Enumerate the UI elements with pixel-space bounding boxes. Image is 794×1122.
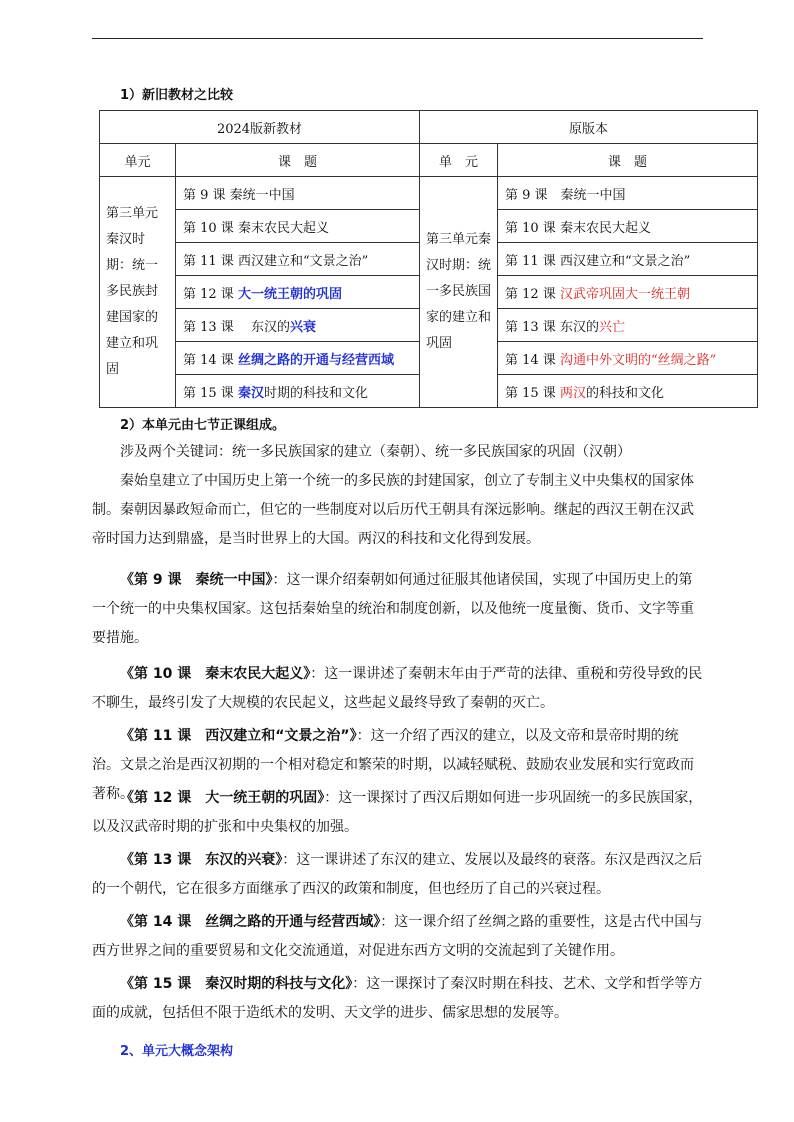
new-lesson-cell: 第 9 课 秦统一中国 xyxy=(176,177,420,210)
lesson-paragraph: 《第 14 课 丝绸之路的开通与经营西域》：这一课介绍了丝绸之路的重要性，这是古代中国与西方世界之间的重要贸易和文化交流通道，对促进东西方文明的交流起到了关键作用。 xyxy=(92,914,703,959)
old-lesson-cell: 第 13 课 东汉的兴亡 xyxy=(498,309,758,342)
new-lesson-cell: 第 12 课 大一统王朝的巩固 xyxy=(176,276,420,309)
new-lesson-cell: 第 10 课 秦末农民大起义 xyxy=(176,210,420,243)
old-unit-cell: 第三单元秦汉时期：统一多民族国家的建立和巩固 xyxy=(420,177,498,408)
old-topic-column-header: 课 题 xyxy=(498,144,758,177)
old-lesson-cell: 第 15 课 两汉的科技和文化 xyxy=(498,375,758,408)
new-lesson-cell: 第 11 课 西汉建立和“文景之治” xyxy=(176,243,420,276)
old-lesson-cell: 第 14 课 沟通中外文明的“丝绸之路” xyxy=(498,342,758,375)
old-lesson-cell: 第 11 课 西汉建立和“文景之治” xyxy=(498,243,758,276)
section-title-lessons: 2）本单元由七节正课组成。 xyxy=(120,418,286,433)
old-edition-header: 原版本 xyxy=(420,111,758,144)
old-unit-column-header: 单 元 xyxy=(420,144,498,177)
lesson-paragraph: 《第 9 课 秦统一中国》：这一课介绍秦朝如何通过征服其他诸侯国，实现了中国历史上的第一个统一的中央集权国家。这包括秦始皇的统治和制度创新，以及他统一度量衡、货币、文字等重要措施。 xyxy=(92,572,694,646)
lesson-paragraph: 《第 12 课 大一统王朝的巩固》：这一课探讨了西汉后期如何进一步巩固统一的多民族国家，以及汉武帝时期的扩张和中央集权的加强。 xyxy=(92,790,703,835)
lesson-paragraph: 《第 10 课 秦末农民大起义》：这一课讲述了秦朝末年由于严苛的法律、重税和劳役导致的民不聊生，最终引发了大规模的农民起义，这些起义最终导致了秦朝的灭亡。 xyxy=(92,666,703,711)
new-unit-cell: 第三单元秦汉时期：统一多民族封建国家的建立和巩固 xyxy=(100,177,176,408)
new-unit-column-header: 单元 xyxy=(100,144,176,177)
new-edition-header: 2024版新教材 xyxy=(100,111,420,144)
old-lesson-cell: 第 12 课 汉武帝巩固大一统王朝 xyxy=(498,276,758,309)
table-row xyxy=(100,177,758,210)
new-lesson-cell: 第 13 课 东汉的兴衰 xyxy=(176,309,420,342)
new-lesson-cell: 第 15 课 秦汉时期的科技和文化 xyxy=(176,375,420,408)
lesson-paragraph: 《第 13 课 东汉的兴衰》：这一课讲述了东汉的建立、发展以及最终的衰落。东汉是西汉之后的一个朝代，它在很多方面继承了西汉的政策和制度，但也经历了自己的兴衰过程。 xyxy=(92,852,703,897)
old-lesson-cell: 第 10 课 秦末农民大起义 xyxy=(498,210,758,243)
old-lesson-cell: 第 9 课 秦统一中国 xyxy=(498,177,758,210)
section-title-big-concept: 2、单元大概念架构 xyxy=(120,1044,234,1059)
section-title-comparison: 1）新旧教材之比较 xyxy=(120,88,234,103)
new-lesson-cell: 第 14 课 丝绸之路的开通与经营西域 xyxy=(176,342,420,375)
keywords-line: 涉及两个关键词：统一多民族国家的建立（秦朝）、统一多民族国家的巩固（汉朝） xyxy=(120,444,631,460)
comparison-table xyxy=(99,110,758,408)
new-topic-column-header: 课 题 xyxy=(176,144,420,177)
header-rule xyxy=(92,38,703,39)
lesson-paragraph: 《第 11 课 西汉建立和“文景之治”》：这一介绍了西汉的建立，以及文帝和景帝时期的统治。文景之治是西汉初期的一个相对稳定和繁荣的时期，以减轻赋税、鼓励农业发展和实行宽政而著称。 xyxy=(92,728,694,802)
lesson-paragraph: 《第 15 课 秦汉时期的科技与文化》：这一课探讨了秦汉时期在科技、艺术、文学和哲学等方面的成就，包括但不限于造纸术的发明、天文学的进步、儒家思想的发展等。 xyxy=(92,976,703,1021)
intro-paragraph: 秦始皇建立了中国历史上第一个统一的多民族的封建国家，创立了专制主义中央集权的国家体制。秦朝因暴政短命而亡，但它的一些制度对以后历代王朝具有深远影响。继起的西汉王朝在汉武帝时国力达到鼎盛，是当时世界上的大国。两汉的科技和文化得到发展。 xyxy=(92,473,694,547)
